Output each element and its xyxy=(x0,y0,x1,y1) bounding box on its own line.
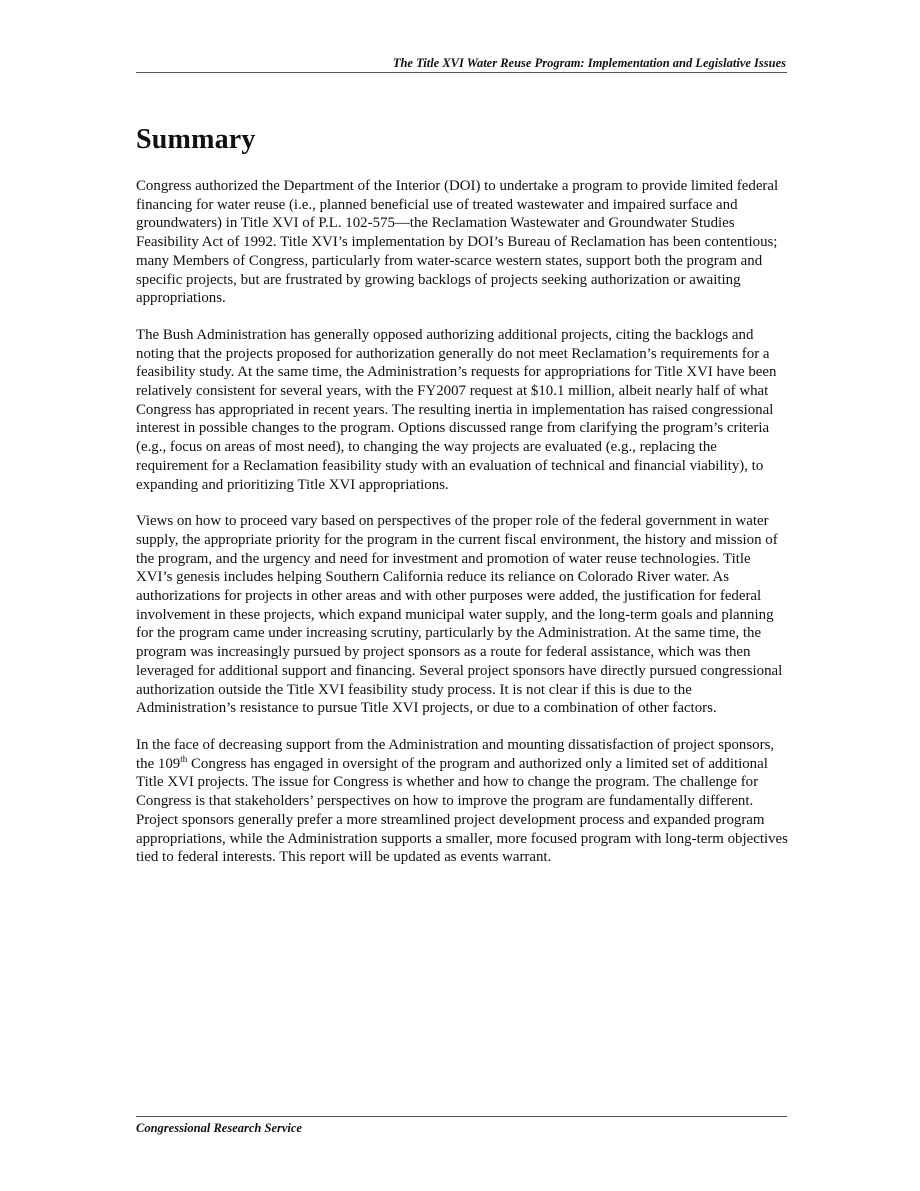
running-header: The Title XVI Water Reuse Program: Implementation and Legislative Issues xyxy=(392,56,786,70)
paragraph-4-end: Congress has engaged in oversight of the program and authorized only a limited set of additional Title XVI projects. The issue for Congress is whether and how to change the program. The challenge for Congress is that stakeholders’ perspectives on how to improve the program are fundamentally different. Project sponsors generally prefer a more streamlined project development process and expanded program appropriations, while the Administration supports a smaller, more focused program with long-term objectives tied to federal interests. This report will be updated as events warrant. xyxy=(136,755,788,866)
footer-publisher: Congressional Research Service xyxy=(136,1121,302,1135)
ordinal-superscript: th xyxy=(180,753,188,764)
summary-paragraph-1: Congress authorized the Department of the Interior (DOI) to undertake a program to provide limited federal financing for water reuse (i.e., planned beneficial use of treated wastewater and impaired surface and groundwaters) in Title XVI of P.L. 102-575—the Reclamation Wastewater and Groundwater Studies Feasibility Act of 1992. Title XVI’s implementation by DOI’s Bureau of Reclamation has been contentious; many Members of Congress, particularly from water-scarce western states, support both the program and specific projects, but are frustrated by growing backlogs of projects seeking authorization or awaiting appropriations. xyxy=(136,178,779,307)
summary-body xyxy=(136,177,790,885)
header-divider xyxy=(136,72,787,73)
summary-paragraph-4 xyxy=(136,736,790,867)
paragraph-4-start: In the face of decreasing support from the Administration and mounting dissatisfaction of project sponsors, the 109 xyxy=(136,736,775,772)
summary-paragraph-2: The Bush Administration has generally opposed authorizing additional projects, citing the backlogs and noting that the projects proposed for authorization generally do not meet Reclamation’s requirements for a feasibility study. At the same time, the Administration’s requests for appropriations for Title XVI have been relatively consistent for several years, with the FY2007 request at $10.1 million, albeit nearly half of what Congress has appropriated in recent years. The resulting inertia in implementation has raised congressional interest in possible changes to the program. Options discussed range from clarifying the program’s criteria (e.g., focus on areas of most need), to changing the way projects are evaluated (e.g., replacing the requirement for a Reclamation feasibility study with an evaluation of technical and financial viability), to expanding and prioritizing Title XVI appropriations. xyxy=(136,326,777,493)
footer-divider xyxy=(136,1116,787,1117)
section-title: Summary xyxy=(136,124,256,155)
summary-paragraph-3: Views on how to proceed vary based on perspectives of the proper role of the federal government in water supply, the appropriate priority for the program in the current fiscal environment, the history and mission of the program, and the urgency and need for investment and promotion of water reuse technologies. Title XVI’s genesis includes helping Southern California reduce its reliance on Colorado River water. As authorizations for projects in other areas and with other purposes were added, the justification for federal involvement in these projects, which expand municipal water supply, and the long-term goals and planning for the program came under increasing scrutiny, particularly by the Administration. At the same time, the program was increasingly pursued by project sponsors as a route for federal assistance, which was then leveraged for additional support and financing. Several project sponsors have directly pursued congressional authorization outside the Title XVI feasibility study process. It is not clear if this is due to the Administration’s resistance to pursue Title XVI projects, or due to a combination of other factors. xyxy=(136,513,783,717)
